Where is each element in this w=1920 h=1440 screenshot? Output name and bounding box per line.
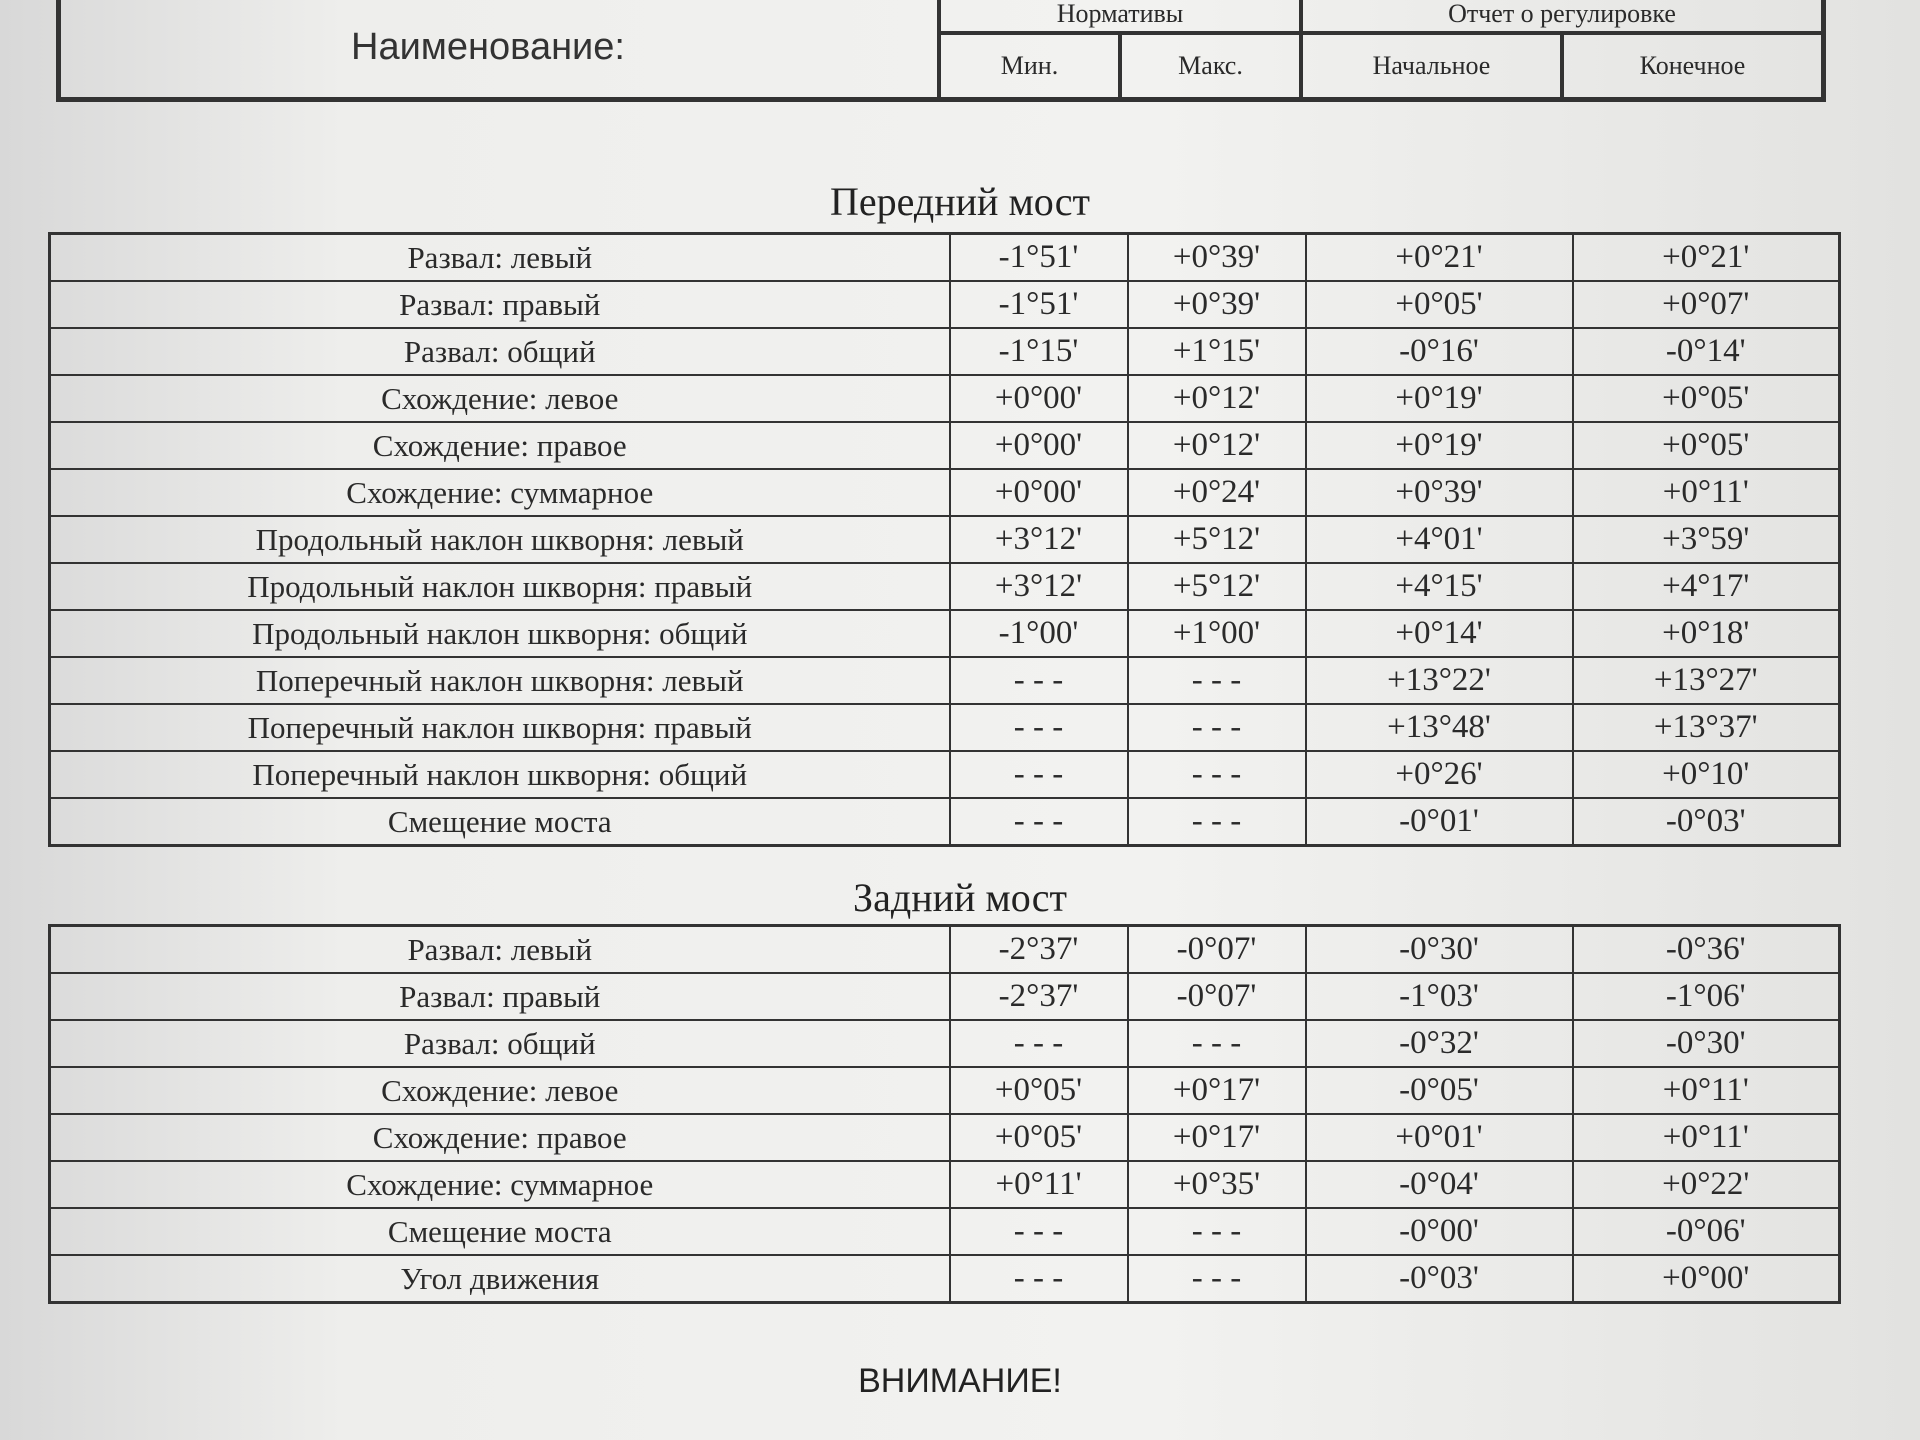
table-row bbox=[50, 926, 1840, 974]
cell-max: +1°15' bbox=[1128, 328, 1306, 375]
cell-label: Развал: общий bbox=[50, 1020, 950, 1067]
cell-min: - - - bbox=[950, 1020, 1128, 1067]
cell-final: +0°05' bbox=[1573, 422, 1840, 469]
cell-max: - - - bbox=[1128, 1255, 1306, 1303]
front-axle-title: Передний мост bbox=[830, 179, 1090, 224]
cell-initial: -0°05' bbox=[1306, 1067, 1573, 1114]
cell-final: +0°11' bbox=[1573, 1114, 1840, 1161]
cell-initial: -0°00' bbox=[1306, 1208, 1573, 1255]
cell-label: Схождение: правое bbox=[50, 1114, 950, 1161]
report-title: Отчет о регулировке bbox=[1303, 0, 1821, 35]
cell-min: +0°00' bbox=[950, 469, 1128, 516]
cell-min: -2°37' bbox=[950, 973, 1128, 1020]
cell-initial: +4°01' bbox=[1306, 516, 1573, 563]
cell-final: +13°37' bbox=[1573, 704, 1840, 751]
norms-group bbox=[941, 0, 1303, 97]
cell-final: -0°03' bbox=[1573, 798, 1840, 846]
final-column-header: Конечное bbox=[1560, 35, 1821, 97]
cell-min: +3°12' bbox=[950, 516, 1128, 563]
table-row bbox=[50, 375, 1840, 422]
cell-label: Продольный наклон шкворня: левый bbox=[50, 516, 950, 563]
cell-min: - - - bbox=[950, 751, 1128, 798]
cell-max: +5°12' bbox=[1128, 563, 1306, 610]
cell-initial: +4°15' bbox=[1306, 563, 1573, 610]
cell-max: - - - bbox=[1128, 657, 1306, 704]
cell-final: -0°30' bbox=[1573, 1020, 1840, 1067]
cell-label: Смещение моста bbox=[50, 798, 950, 846]
cell-max: +1°00' bbox=[1128, 610, 1306, 657]
table-row bbox=[50, 610, 1840, 657]
cell-max: +0°35' bbox=[1128, 1161, 1306, 1208]
cell-final: -0°36' bbox=[1573, 926, 1840, 974]
cell-label: Развал: левый bbox=[50, 234, 950, 282]
cell-final: +0°21' bbox=[1573, 234, 1840, 282]
rear-axle-title: Задний мост bbox=[853, 875, 1067, 920]
cell-initial: +13°48' bbox=[1306, 704, 1573, 751]
cell-final: +0°11' bbox=[1573, 469, 1840, 516]
norms-title: Нормативы bbox=[941, 0, 1299, 35]
table-row bbox=[50, 1067, 1840, 1114]
cell-final: -0°14' bbox=[1573, 328, 1840, 375]
cell-min: -2°37' bbox=[950, 926, 1128, 974]
cell-max: +0°12' bbox=[1128, 375, 1306, 422]
table-row bbox=[50, 704, 1840, 751]
cell-max: - - - bbox=[1128, 1208, 1306, 1255]
front-axle-table bbox=[48, 232, 1841, 847]
table-row bbox=[50, 657, 1840, 704]
cell-final: +0°05' bbox=[1573, 375, 1840, 422]
cell-max: +0°24' bbox=[1128, 469, 1306, 516]
cell-max: - - - bbox=[1128, 704, 1306, 751]
cell-final: +0°00' bbox=[1573, 1255, 1840, 1303]
cell-initial: -1°03' bbox=[1306, 973, 1573, 1020]
table-row bbox=[50, 798, 1840, 846]
cell-min: - - - bbox=[950, 704, 1128, 751]
cell-max: - - - bbox=[1128, 751, 1306, 798]
cell-final: +3°59' bbox=[1573, 516, 1840, 563]
cell-initial: +0°14' bbox=[1306, 610, 1573, 657]
max-column-header: Макс. bbox=[1118, 35, 1299, 97]
cell-max: +5°12' bbox=[1128, 516, 1306, 563]
cell-label: Поперечный наклон шкворня: левый bbox=[50, 657, 950, 704]
cell-label: Продольный наклон шкворня: правый bbox=[50, 563, 950, 610]
cell-min: +0°05' bbox=[950, 1114, 1128, 1161]
table-row bbox=[50, 563, 1840, 610]
cell-min: +0°00' bbox=[950, 422, 1128, 469]
cell-max: +0°39' bbox=[1128, 234, 1306, 282]
table-row bbox=[50, 281, 1840, 328]
table-row bbox=[50, 1020, 1840, 1067]
cell-initial: +0°26' bbox=[1306, 751, 1573, 798]
cell-initial: +0°19' bbox=[1306, 375, 1573, 422]
cell-initial: +0°19' bbox=[1306, 422, 1573, 469]
cell-label: Схождение: суммарное bbox=[50, 469, 950, 516]
cell-final: +0°07' bbox=[1573, 281, 1840, 328]
table-row bbox=[50, 973, 1840, 1020]
rear-axle-table bbox=[48, 924, 1841, 1304]
cell-initial: +13°22' bbox=[1306, 657, 1573, 704]
cell-initial: +0°05' bbox=[1306, 281, 1573, 328]
cell-max: +0°17' bbox=[1128, 1067, 1306, 1114]
cell-max: - - - bbox=[1128, 1020, 1306, 1067]
table-row bbox=[50, 516, 1840, 563]
cell-label: Развал: левый bbox=[50, 926, 950, 974]
cell-initial: -0°04' bbox=[1306, 1161, 1573, 1208]
cell-final: +0°18' bbox=[1573, 610, 1840, 657]
cell-min: +3°12' bbox=[950, 563, 1128, 610]
cell-final: +13°27' bbox=[1573, 657, 1840, 704]
cell-label: Схождение: левое bbox=[50, 1067, 950, 1114]
cell-label: Схождение: левое bbox=[50, 375, 950, 422]
cell-label: Поперечный наклон шкворня: правый bbox=[50, 704, 950, 751]
cell-min: -1°00' bbox=[950, 610, 1128, 657]
cell-label: Схождение: правое bbox=[50, 422, 950, 469]
cell-label: Развал: правый bbox=[50, 973, 950, 1020]
cell-final: -0°06' bbox=[1573, 1208, 1840, 1255]
header-columns bbox=[941, 0, 1821, 97]
cell-min: +0°00' bbox=[950, 375, 1128, 422]
table-row bbox=[50, 1208, 1840, 1255]
cell-label: Схождение: суммарное bbox=[50, 1161, 950, 1208]
cell-label: Развал: правый bbox=[50, 281, 950, 328]
report-group bbox=[1303, 0, 1821, 97]
cell-final: +0°11' bbox=[1573, 1067, 1840, 1114]
cell-initial: -0°01' bbox=[1306, 798, 1573, 846]
cell-final: +4°17' bbox=[1573, 563, 1840, 610]
name-label: Наименование: bbox=[61, 0, 941, 97]
cell-min: - - - bbox=[950, 798, 1128, 846]
table-row bbox=[50, 469, 1840, 516]
cell-initial: -0°03' bbox=[1306, 1255, 1573, 1303]
report-header bbox=[56, 0, 1826, 102]
warning-text: ВНИМАНИЕ! bbox=[858, 1362, 1062, 1400]
cell-max: +0°17' bbox=[1128, 1114, 1306, 1161]
table-row bbox=[50, 234, 1840, 282]
cell-max: -0°07' bbox=[1128, 973, 1306, 1020]
cell-final: -1°06' bbox=[1573, 973, 1840, 1020]
cell-max: - - - bbox=[1128, 798, 1306, 846]
cell-min: - - - bbox=[950, 1208, 1128, 1255]
initial-column-header: Начальное bbox=[1372, 51, 1491, 80]
cell-label: Угол движения bbox=[50, 1255, 950, 1303]
cell-max: -0°07' bbox=[1128, 926, 1306, 974]
cell-min: +0°05' bbox=[950, 1067, 1128, 1114]
cell-min: - - - bbox=[950, 1255, 1128, 1303]
cell-initial: +0°01' bbox=[1306, 1114, 1573, 1161]
cell-label: Развал: общий bbox=[50, 328, 950, 375]
table-row bbox=[50, 1161, 1840, 1208]
table-row bbox=[50, 1255, 1840, 1303]
cell-min: -1°51' bbox=[950, 281, 1128, 328]
table-row bbox=[50, 751, 1840, 798]
min-column-header: Мин. bbox=[1000, 51, 1059, 80]
cell-final: +0°22' bbox=[1573, 1161, 1840, 1208]
cell-min: -1°15' bbox=[950, 328, 1128, 375]
cell-initial: +0°39' bbox=[1306, 469, 1573, 516]
cell-max: +0°12' bbox=[1128, 422, 1306, 469]
cell-initial: -0°30' bbox=[1306, 926, 1573, 974]
cell-initial: +0°21' bbox=[1306, 234, 1573, 282]
table-row bbox=[50, 422, 1840, 469]
cell-min: -1°51' bbox=[950, 234, 1128, 282]
cell-max: +0°39' bbox=[1128, 281, 1306, 328]
cell-initial: -0°16' bbox=[1306, 328, 1573, 375]
cell-initial: -0°32' bbox=[1306, 1020, 1573, 1067]
cell-label: Смещение моста bbox=[50, 1208, 950, 1255]
cell-label: Продольный наклон шкворня: общий bbox=[50, 610, 950, 657]
cell-final: +0°10' bbox=[1573, 751, 1840, 798]
table-row bbox=[50, 1114, 1840, 1161]
table-row bbox=[50, 328, 1840, 375]
cell-min: - - - bbox=[950, 657, 1128, 704]
cell-label: Поперечный наклон шкворня: общий bbox=[50, 751, 950, 798]
cell-min: +0°11' bbox=[950, 1161, 1128, 1208]
